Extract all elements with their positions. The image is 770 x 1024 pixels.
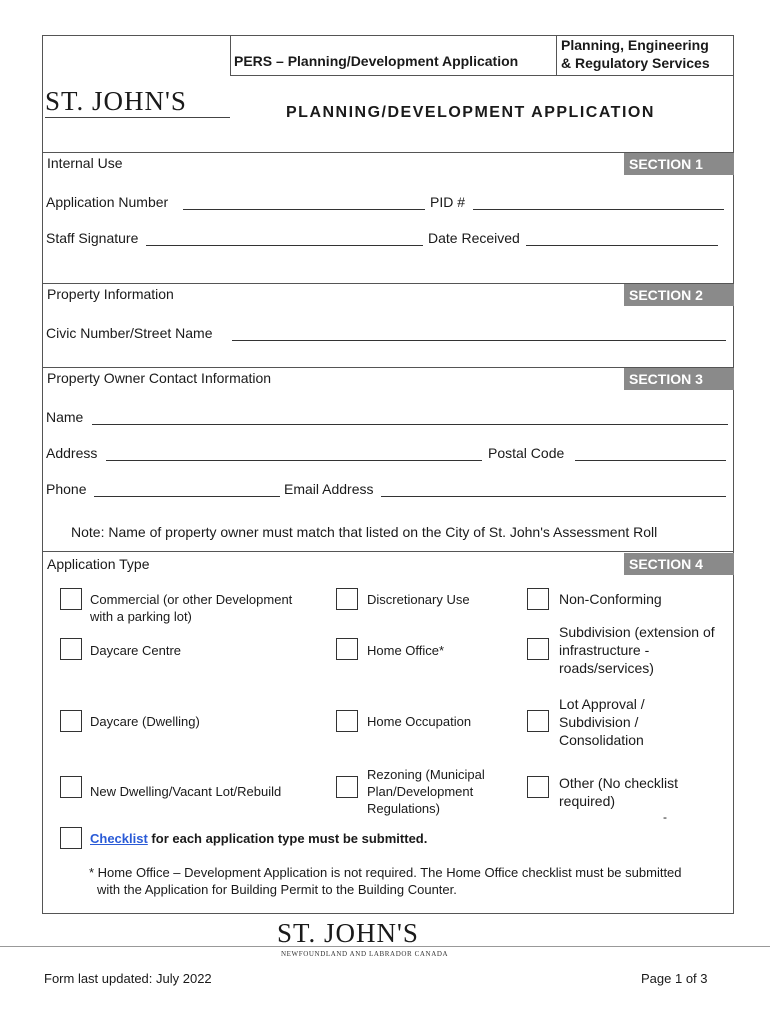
owner-note: Note: Name of property owner must match that listed on the City of St. John's Assessment Roll xyxy=(71,524,658,540)
subdivision-label: Subdivision (extension of infrastructure - roads/services) xyxy=(559,624,715,676)
lot-approval-label: Lot Approval / Subdivision / Consolidation xyxy=(559,696,645,748)
postal-code-label: Postal Code xyxy=(488,445,565,461)
staff-signature-label: Staff Signature xyxy=(46,230,139,246)
section-1-badge: SECTION 1 xyxy=(624,153,734,175)
home-occupation-label: Home Occupation xyxy=(367,714,472,729)
checklist-link[interactable]: Checklist xyxy=(90,831,148,846)
daycare-dwelling-label: Daycare (Dwelling) xyxy=(90,714,200,729)
form-code: PERS – Planning/Development Application xyxy=(234,53,519,69)
postal-code-field[interactable] xyxy=(575,460,726,461)
pid-label: PID # xyxy=(430,194,466,210)
section-2-badge: SECTION 2 xyxy=(624,284,734,306)
header-rule xyxy=(230,75,734,76)
other-label: Other (No checklist required) xyxy=(559,775,679,809)
home-office-checkbox[interactable] xyxy=(336,638,358,660)
address-label: Address xyxy=(46,445,98,461)
section-3-badge: SECTION 3 xyxy=(624,368,734,390)
rezoning-checkbox[interactable] xyxy=(336,776,358,798)
commercial-checkbox[interactable] xyxy=(60,588,82,610)
application-number-field[interactable] xyxy=(183,209,425,210)
daycare-centre-label: Daycare Centre xyxy=(90,643,182,658)
page-number: Page 1 of 3 xyxy=(641,971,708,986)
header-divider xyxy=(556,35,557,76)
section-rule xyxy=(42,551,734,552)
section-4-label: Application Type xyxy=(47,556,150,572)
civic-street-field[interactable] xyxy=(232,340,726,341)
footer-logo: ST. JOHN'S xyxy=(277,918,419,948)
discretionary-use-label: Discretionary Use xyxy=(367,592,470,607)
page-title: PLANNING/DEVELOPMENT APPLICATION xyxy=(286,104,655,121)
rezoning-label: Rezoning (Municipal Plan/Development Regulations) xyxy=(367,767,485,816)
footer-tagline: NEWFOUNDLAND AND LABRADOR CANADA xyxy=(281,950,449,958)
section-2-label: Property Information xyxy=(47,286,174,302)
daycare-dwelling-checkbox[interactable] xyxy=(60,710,82,732)
home-office-label: Home Office* xyxy=(367,643,445,658)
name-label: Name xyxy=(46,409,84,425)
section-4-badge: SECTION 4 xyxy=(624,553,734,575)
checklist-checkbox[interactable] xyxy=(60,827,82,849)
application-number-label: Application Number xyxy=(46,194,169,210)
city-logo: ST. JOHN'S xyxy=(45,86,187,116)
stray-mark: - xyxy=(663,810,667,824)
checklist-statement: Checklist for each application type must be submitted. xyxy=(90,831,428,846)
section-3-label: Property Owner Contact Information xyxy=(47,370,272,386)
subdivision-checkbox[interactable] xyxy=(527,638,549,660)
staff-signature-field[interactable] xyxy=(146,245,423,246)
pid-field[interactable] xyxy=(473,209,724,210)
new-dwelling-label: New Dwelling/Vacant Lot/Rebuild xyxy=(90,784,282,799)
email-label: Email Address xyxy=(284,481,374,497)
commercial-label: Commercial (or other Development with a parking lot) xyxy=(90,592,293,624)
civic-street-label: Civic Number/Street Name xyxy=(46,325,213,341)
address-field[interactable] xyxy=(106,460,482,461)
phone-label: Phone xyxy=(46,481,87,497)
email-field[interactable] xyxy=(381,496,726,497)
section-1-label: Internal Use xyxy=(47,155,123,171)
new-dwelling-checkbox[interactable] xyxy=(60,776,82,798)
date-received-label: Date Received xyxy=(428,230,520,246)
home-office-footnote: * Home Office – Development Application is not required. The Home Office checklist must be submitted with the Application for Building Permit to the Building Counter. xyxy=(89,865,682,897)
form-updated-date: Form last updated: July 2022 xyxy=(44,971,212,986)
logo-underline xyxy=(45,117,230,118)
phone-field[interactable] xyxy=(94,496,280,497)
department-name: Planning, Engineering & Regulatory Services xyxy=(561,37,710,71)
discretionary-use-checkbox[interactable] xyxy=(336,588,358,610)
header-divider xyxy=(230,35,231,76)
other-checkbox[interactable] xyxy=(527,776,549,798)
home-occupation-checkbox[interactable] xyxy=(336,710,358,732)
date-received-field[interactable] xyxy=(526,245,718,246)
daycare-centre-checkbox[interactable] xyxy=(60,638,82,660)
name-field[interactable] xyxy=(92,424,728,425)
non-conforming-label: Non-Conforming xyxy=(559,591,662,607)
lot-approval-checkbox[interactable] xyxy=(527,710,549,732)
non-conforming-checkbox[interactable] xyxy=(527,588,549,610)
